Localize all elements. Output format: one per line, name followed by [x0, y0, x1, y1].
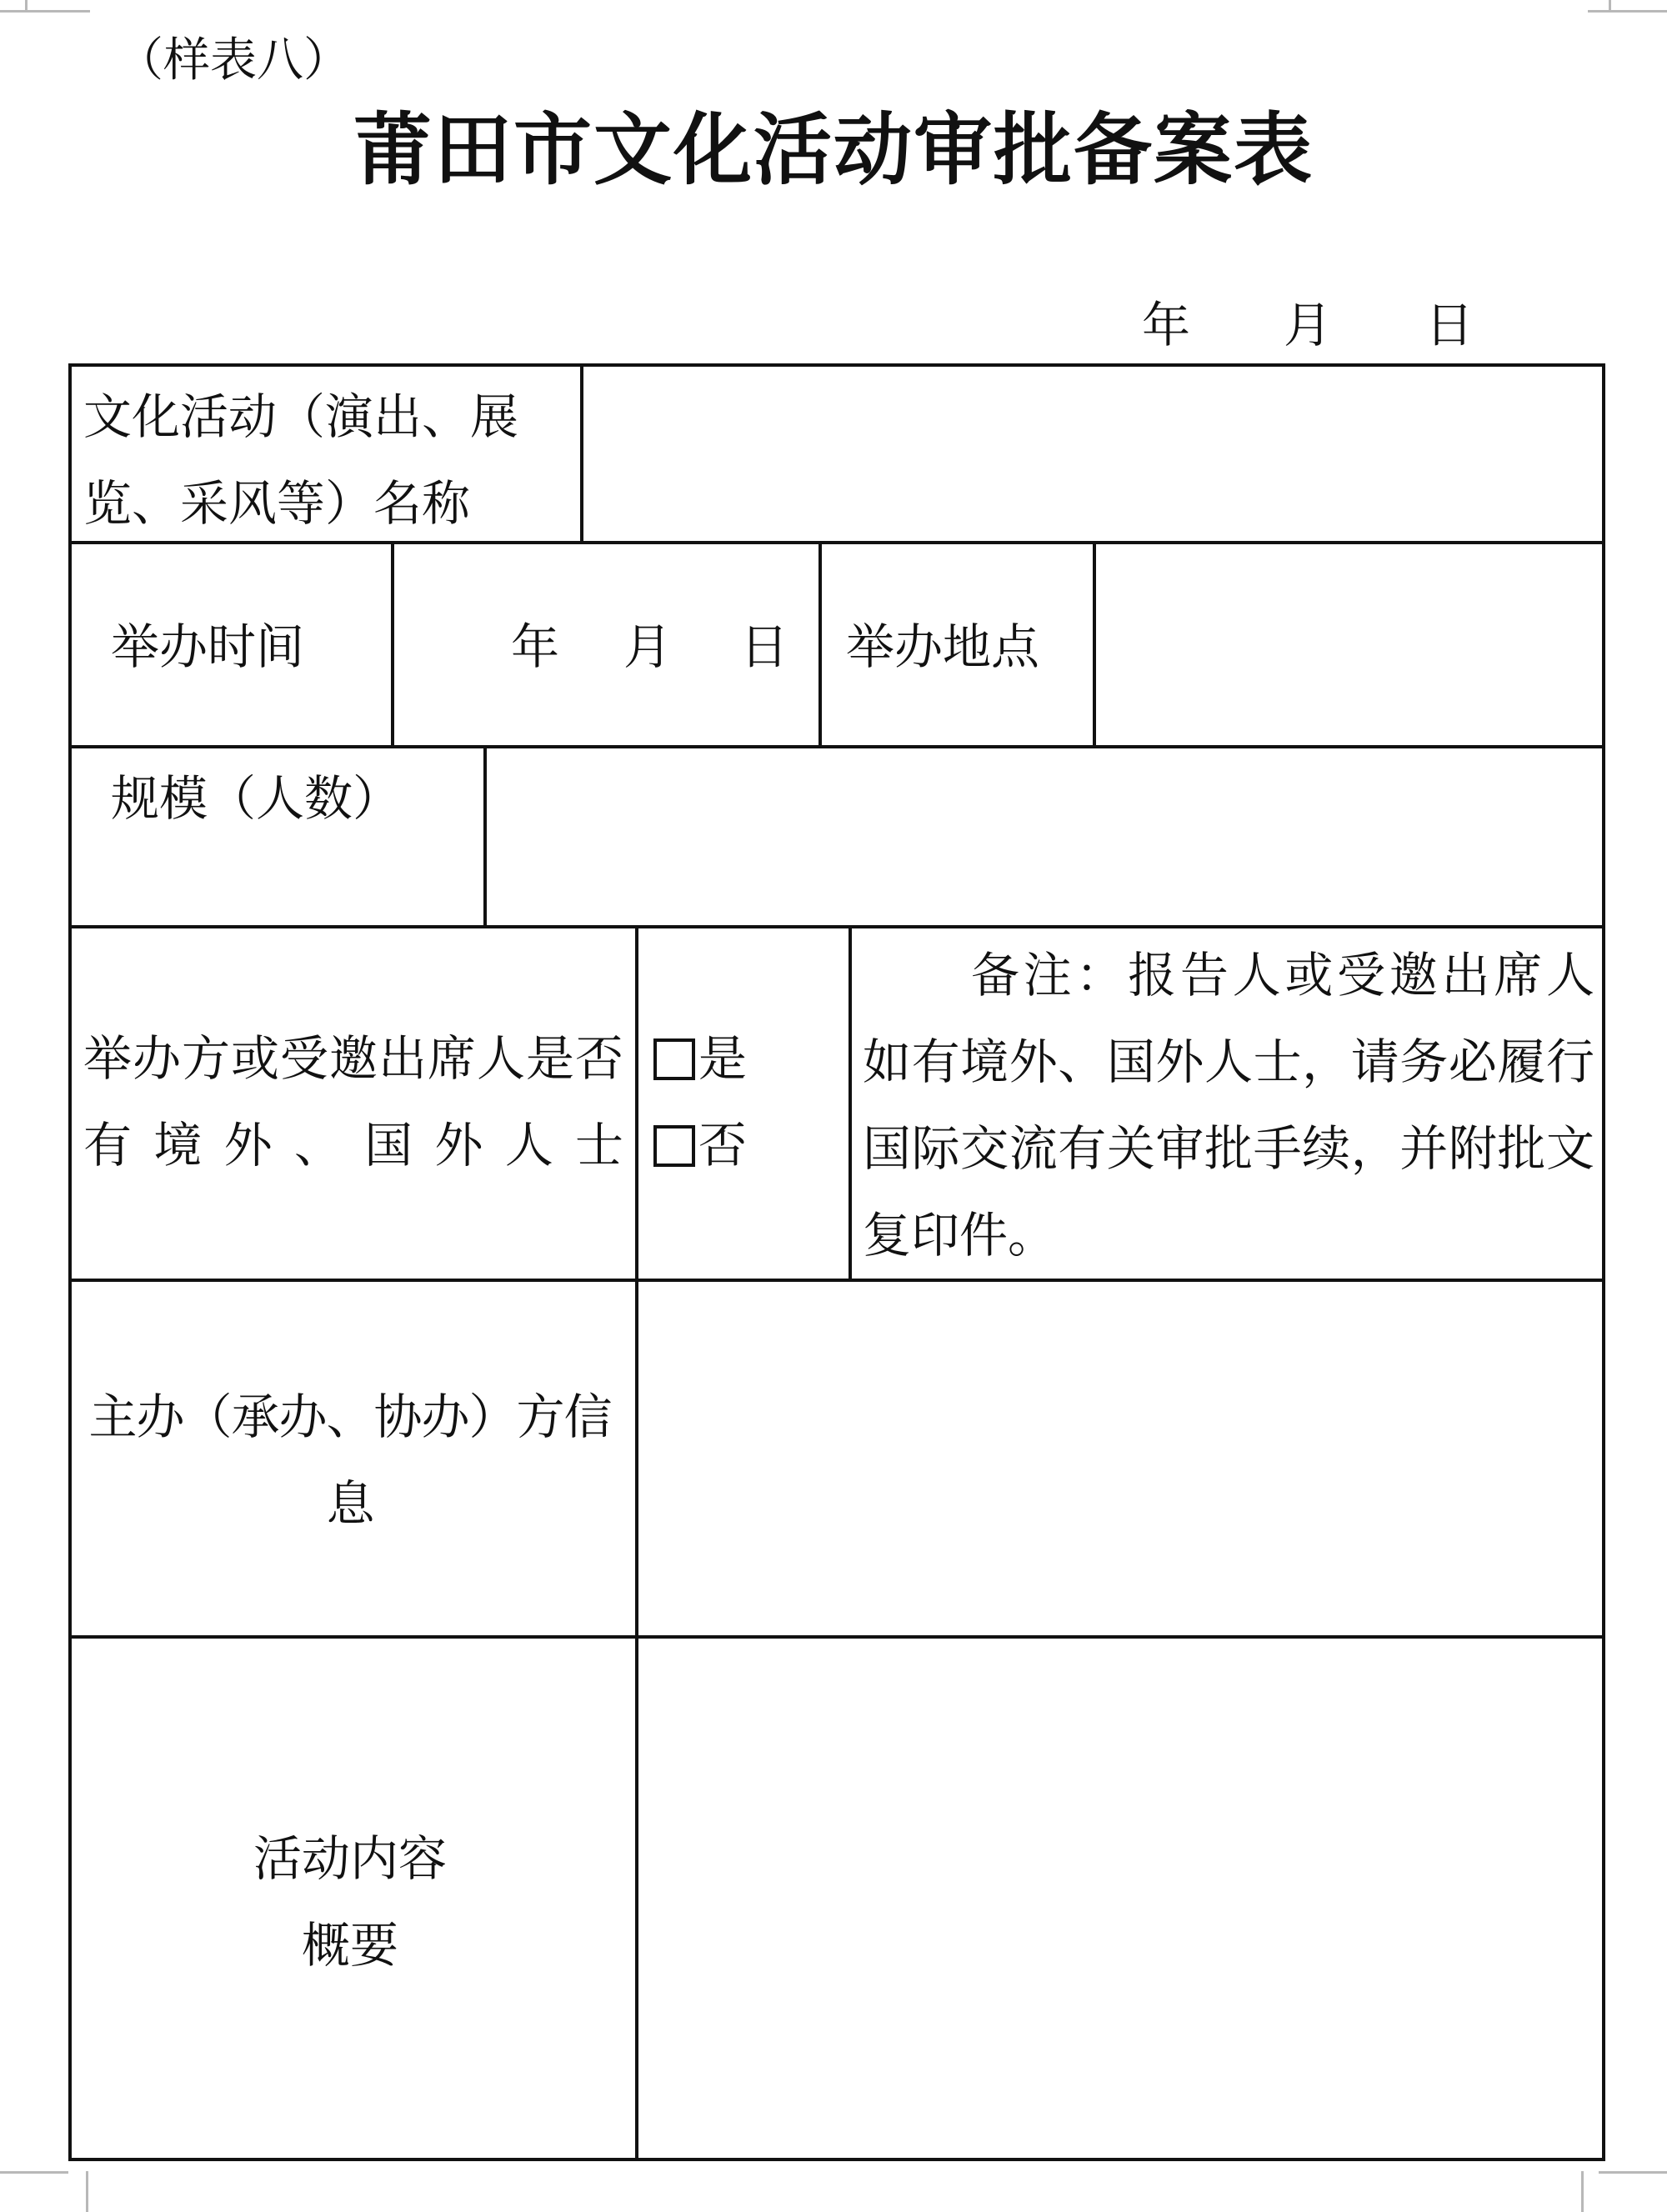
date-month-label: 月: [1284, 297, 1333, 353]
scale-field[interactable]: [487, 748, 1602, 925]
checkbox-icon: [653, 1038, 695, 1080]
activity-name-field[interactable]: [583, 367, 1602, 541]
date-day-label: 日: [1425, 297, 1474, 353]
content-summary-label-line1: 活动内容: [253, 1830, 447, 1887]
checkbox-icon: [653, 1125, 695, 1167]
organizer-field[interactable]: [638, 1282, 1602, 1635]
crop-mark: [0, 2171, 68, 2174]
event-time-field[interactable]: [394, 603, 818, 690]
crop-mark: [0, 10, 90, 13]
table-border-left: [68, 363, 72, 2161]
content-summary-field[interactable]: [638, 1639, 1602, 2158]
content-summary-label-line2: 概要: [301, 1917, 398, 1974]
form-title: 莆田市文化活动审批备案表: [353, 104, 1314, 196]
table-border-bottom: [68, 2158, 1605, 2161]
event-location-label: 举办地点: [846, 618, 1040, 675]
event-time-label: 举办时间: [111, 618, 305, 675]
option-no-label: 否: [698, 1117, 748, 1174]
event-location-field[interactable]: [1096, 544, 1602, 745]
column-divider: [849, 925, 852, 1282]
event-time-month-label: 月: [623, 618, 673, 675]
row-divider: [68, 925, 1605, 928]
crop-mark: [1599, 2171, 1667, 2174]
option-yes-label: 是: [698, 1030, 748, 1087]
event-time-year-label: 年: [511, 618, 560, 675]
content-summary-label: [83, 1815, 617, 1989]
table-border-right: [1602, 363, 1605, 2161]
fill-date: [1142, 296, 1475, 354]
crop-mark: [1581, 2171, 1584, 2212]
option-yes-checkbox[interactable]: [653, 1015, 845, 1102]
activity-name-label: 文化活动（演出、展览、采风等）名称: [83, 388, 519, 532]
crop-mark: [1588, 10, 1667, 13]
option-no-checkbox[interactable]: [653, 1102, 845, 1189]
remark-note: 备注：报告人或受邀出席人如有境外、国外人士，请务必履行国际交流有关审批手续，并附批文复印件。: [863, 947, 1594, 1264]
foreign-participants-options[interactable]: [653, 1015, 845, 1189]
date-year-label: 年: [1142, 297, 1191, 353]
foreign-participants-label: 举办方或受邀出席人是否有境外、国外人士: [83, 1030, 623, 1174]
form-number: （样表八）: [117, 33, 350, 88]
scale-label: 规模（人数）: [111, 770, 402, 827]
crop-mark: [86, 2171, 88, 2212]
organizer-label: 主办（承办、协办）方信息: [88, 1389, 612, 1532]
event-time-day-label: 日: [740, 618, 789, 675]
column-divider: [818, 541, 822, 748]
